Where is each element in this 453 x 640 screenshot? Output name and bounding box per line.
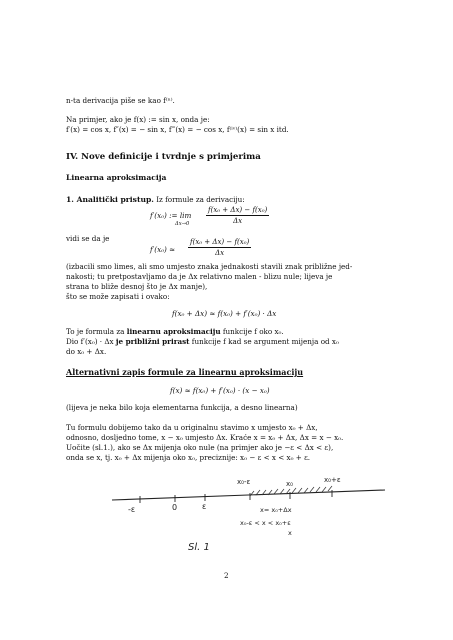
text-line: Uočite (sl.1.), ako se Δx mijenja oko nule (na primjer ako je −ε < Δx < ε), bbox=[66, 443, 334, 452]
label-x0-plus-eps: x₀+ε bbox=[324, 476, 341, 484]
alt-section-title: Alternativni zapis formule za linearnu aproksimaciju bbox=[66, 367, 304, 377]
eq2-numerator: f(x₀ + Δx) − f(x₀) bbox=[190, 238, 250, 246]
text-line: vidi se da je bbox=[66, 234, 110, 243]
label-x-eq: x= x₀+Δx bbox=[260, 506, 292, 514]
bold-term: je približni prirast bbox=[115, 337, 190, 346]
text-line: odnosno, dosljedno tome, x − x₀ umjesto Δx. Kraće x = x₀ + Δx, Δx = x − x₀. bbox=[66, 433, 344, 442]
eq1-lhs: f′(x₀) := lim bbox=[150, 211, 192, 220]
text-line: (lijeva je neka bilo koja elementarna funkcija, a desno linearna) bbox=[66, 403, 298, 412]
eq3: f(x₀ + Δx) ≈ f(x₀) + f′(x₀) · Δx bbox=[172, 309, 277, 318]
eq2-lhs: f′(x₀) ≈ bbox=[150, 245, 176, 254]
eq2-fraction bbox=[188, 238, 251, 257]
figure-1 bbox=[100, 470, 400, 570]
page-number: 2 bbox=[224, 571, 229, 580]
eq1-limit-subscript: Δx→0 bbox=[175, 221, 190, 227]
label-x0: x₀ bbox=[286, 480, 293, 488]
section-title: IV. Nove definicije i tvrdnje s primjerima bbox=[66, 152, 261, 162]
label-eps: ε bbox=[202, 502, 207, 511]
text-span: Dio f′(x₀) · Δx bbox=[66, 337, 116, 346]
number-line bbox=[112, 490, 385, 500]
text-line: što se može zapisati i ovako: bbox=[66, 292, 170, 301]
label-zero: 0 bbox=[172, 503, 178, 512]
label-x: x bbox=[288, 529, 292, 537]
subsection-title: Linearna aproksimacija bbox=[66, 173, 167, 182]
text-line: f′(x) = cos x, f″(x) = − sin x, f‴(x) = − cos x, f⁽ⁱᵛ⁾(x) = sin x itd. bbox=[66, 125, 289, 134]
item-1-text: Iz formule za derivaciju: bbox=[153, 195, 245, 204]
text-line: (izbacili smo limes, ali smo umjesto znaka jednakosti stavili znak približne jed- bbox=[66, 262, 353, 271]
label-minus-eps: -ε bbox=[128, 505, 136, 514]
label-x0-minus-eps: x₀-ε bbox=[237, 478, 251, 486]
eq1-fraction bbox=[206, 206, 269, 225]
item-1-label: 1. Analitički pristup. bbox=[66, 195, 154, 204]
text-line: Na primjer, ako je f(x) := sin x, onda je: bbox=[66, 115, 210, 124]
text-line: n-ta derivacija piše se kao f⁽ⁿ⁾. bbox=[66, 96, 175, 105]
eq1-denominator: Δx bbox=[233, 217, 243, 225]
figure-caption: Sl. 1 bbox=[188, 542, 210, 553]
text-line: onda se x, tj. x₀ + Δx mijenja oko x₀, preciznije: x₀ − ε < x < x₀ + ε. bbox=[66, 453, 311, 462]
text-line: strana to bliže desnoj što je Δx manje), bbox=[66, 282, 208, 291]
eq2-denominator: Δx bbox=[215, 249, 225, 257]
item-1 bbox=[66, 195, 245, 204]
ticks bbox=[140, 490, 332, 503]
text-line: do x₀ + Δx. bbox=[66, 347, 107, 356]
text-span: funkcije f kad se argument mijenja od x₀ bbox=[189, 337, 339, 346]
bold-term: linearnu aproksimaciju bbox=[126, 327, 221, 336]
label-x-range: x₀-ε < x < x₀+ε bbox=[240, 519, 291, 527]
text-line bbox=[66, 337, 339, 346]
text-span: funkcije f oko x₀. bbox=[220, 327, 284, 336]
text-line bbox=[66, 327, 284, 336]
text-line: Tu formulu dobijemo tako da u originalnu stavimo x umjesto x₀ + Δx, bbox=[66, 423, 318, 432]
eq1-numerator: f(x₀ + Δx) − f(x₀) bbox=[208, 206, 268, 214]
eq4: f(x) ≈ f(x₀) + f′(x₀) · (x − x₀) bbox=[170, 386, 270, 395]
text-line: nakosti; tu pretpostavljamo da je Δx relativno malen - blizu nule; lijeva je bbox=[66, 272, 333, 281]
text-span: To je formula za bbox=[66, 327, 127, 336]
